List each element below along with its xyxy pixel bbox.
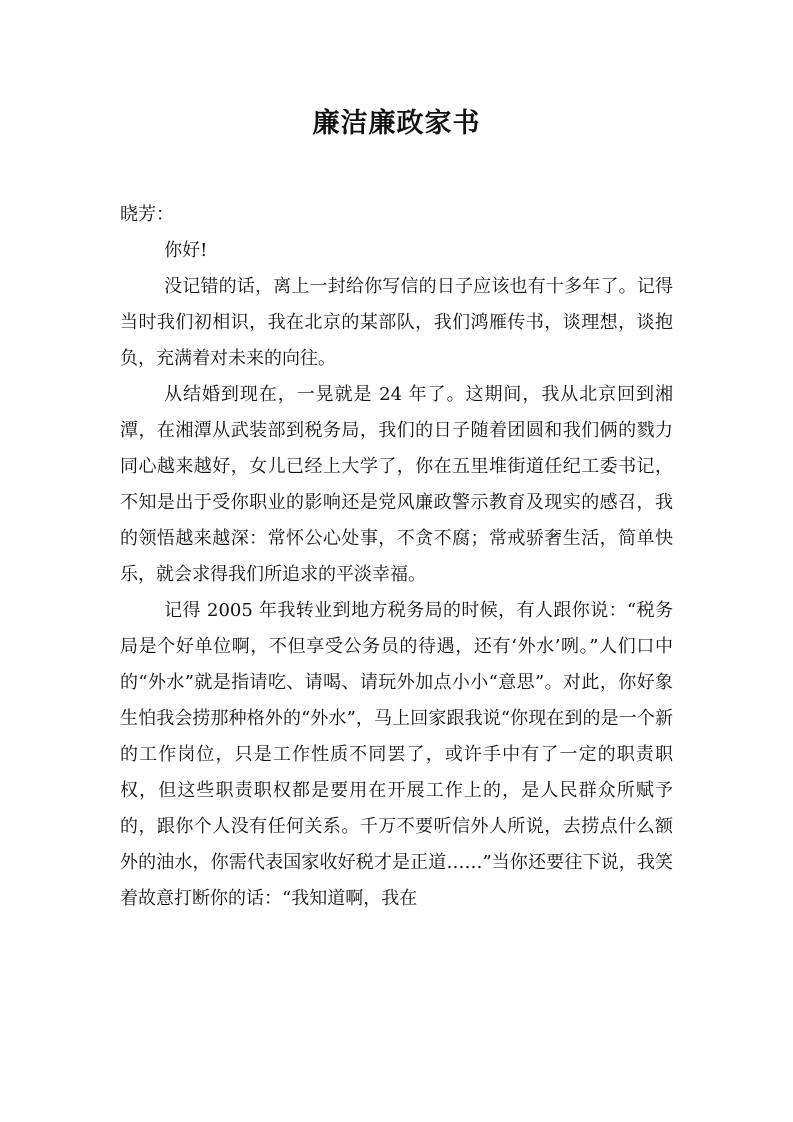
paragraph-1: 没记错的话，离上一封给你写信的日子应该也有十多年了。记得当时我们初相识，我在北京的某部队，我们鸿雁传书，谈理想，谈抱负，充满着对未来的向往。: [120, 276, 673, 369]
document-title: 廉洁廉政家书: [312, 108, 481, 139]
salutation: 晓芳：: [120, 204, 174, 225]
paragraph-2: 从结婚到现在，一晃就是 24 年了。这期间，我从北京回到湘潭，在湘潭从武装部到税务局，我们的日子随着团圆和我们俩的戮力同心越来越好，女儿已经上大学了，你在五里堆街道任纪工委书记，不知是出于受你职业的影响还是党风廉政警示教育及现实的感召，我的领悟越来越深：常怀公心处事，不贪不腐；常戒骄奢生活，简单快乐，就会求得我们所追求的平淡幸福。: [120, 384, 673, 585]
paragraph-3: 记得 2005 年我转业到地方税务局的时候，有人跟你说：“税务局是个好单位啊，不但享受公务员的待遇，还有‘外水’咧。”人们口中的“外水”就是指请吃、请喝、请玩外加点小小“意思”。对此，你好象生怕我会捞那种格外的“外水”，马上回家跟我说“你现在到的是一个新的工作岗位，只是工作性质不同罢了，或许手中有了一定的职责职权，但这些职责职权都是要用在开展工作上的，是人民群众所赋予的，跟你个人没有任何关系。千万不要听信外人所说，去捞点什么额外的油水，你需代表国家收好税才是正道……”当你还要往下说，我笑着故意打断你的话：“我知道啊，我在: [120, 600, 673, 909]
greeting: 你好!: [164, 240, 208, 261]
letter-body: [120, 197, 673, 917]
